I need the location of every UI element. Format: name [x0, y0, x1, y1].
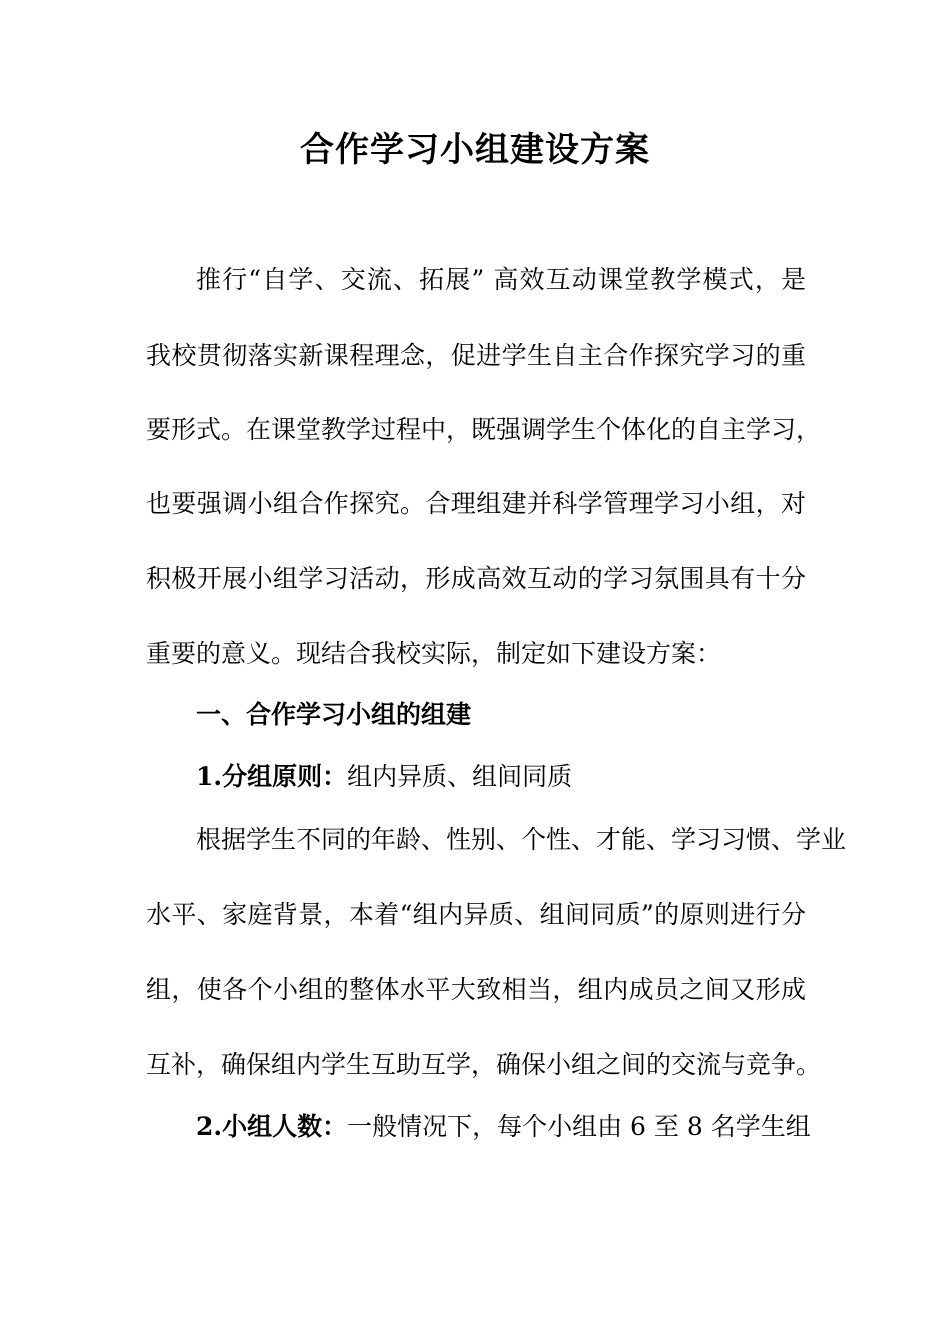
- paragraph-line: 组，使各个小组的整体水平大致相当，组内成员之间又形成: [146, 975, 806, 1004]
- section-heading: 一、合作学习小组的组建: [196, 700, 472, 729]
- document-title: 合作学习小组建设方案: [300, 130, 650, 170]
- paragraph-line: 水平、家庭背景，本着“组内异质、组间同质”的原则进行分: [146, 900, 806, 929]
- paragraph-line: 推行“自学、交流、拓展” 高效互动课堂教学模式，是: [196, 265, 806, 294]
- paragraph-line: 我校贯彻落实新课程理念，促进学生自主合作探究学习的重: [146, 341, 806, 370]
- item-1-text: 组内异质、组间同质: [347, 762, 573, 791]
- item-2-label: 2.小组人数：: [196, 1112, 348, 1141]
- paragraph-line: 要形式。在课堂教学过程中，既强调学生个体化的自主学习，: [146, 415, 822, 444]
- paragraph-line: 根据学生不同的年龄、性别、个性、才能、学习习惯、学业: [196, 825, 847, 854]
- item-2: [196, 1109, 811, 1145]
- paragraph-line: 互补，确保组内学生互助互学，确保小组之间的交流与竞争。: [146, 1050, 822, 1079]
- paragraph-line: 也要强调小组合作探究。合理组建并科学管理学习小组，对: [146, 489, 806, 518]
- paragraph-line: 重要的意义。现结合我校实际，制定如下建设方案：: [146, 639, 722, 668]
- item-2-text: 一般情况下，每个小组由 6 至 8 名学生组: [347, 1112, 811, 1141]
- paragraph-line: 积极开展小组学习活动，形成高效互动的学习氛围具有十分: [146, 564, 806, 593]
- item-1: [196, 759, 806, 795]
- item-1-label: 1.分组原则：: [196, 762, 348, 791]
